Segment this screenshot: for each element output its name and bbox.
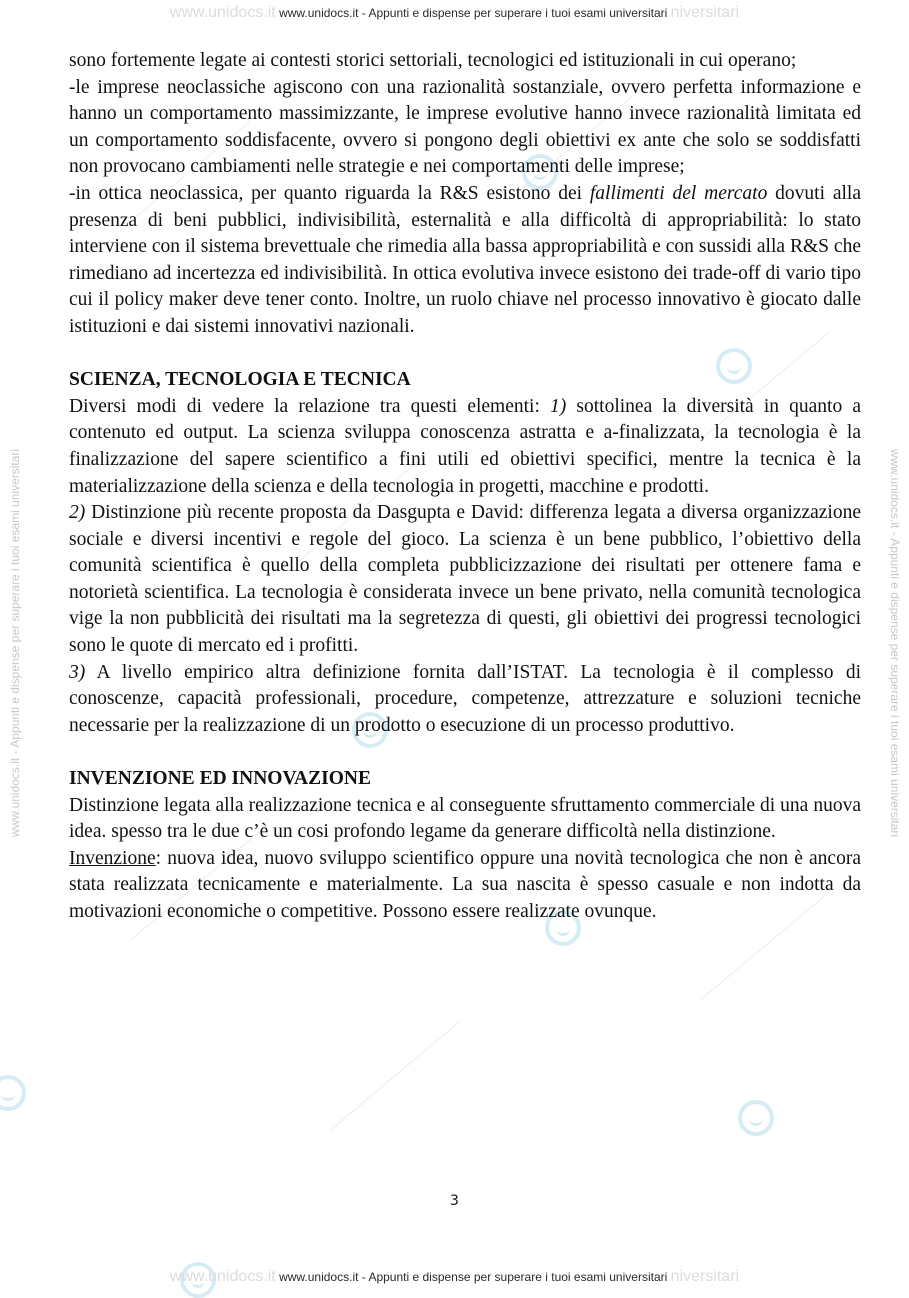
section-heading: SCIENZA, TECNOLOGIA E TECNICA [69, 369, 411, 391]
watermark-header-text: www.unidocs.it - Appunti e dispense per superare i tuoi esami universitari [279, 6, 668, 20]
unidocs-logo-icon [0, 1075, 26, 1111]
unidocs-logo-icon [738, 1100, 774, 1136]
paragraph: sono fortemente legate ai contesti storici settoriali, tecnologici ed istituzionali in cui operano; [69, 50, 797, 71]
text-run: A livello empirico altra definizione fornita dall’ISTAT. La tecnologia è il complesso di conoscenze, capacità professionali, procedure, competenze, attrezzature e soluzioni tecniche necessarie per la realizzazione di un prodotto o esecuzione di un processo produttivo. [69, 661, 861, 736]
paragraph [69, 394, 861, 500]
spacer [69, 739, 861, 766]
list-number: 2) [69, 502, 86, 524]
paragraph: -le imprese neoclassiche agiscono con una razionalità sostanziale, ovvero perfetta informazione e hanno un comportamento massimizzante, le imprese evolutive hanno invece razionalità limitata ed un comportamento soddisfacente, ovvero si pongono degli obiettivi ex ante che solo se soddisfatti non provocano cambiamenti nelle strategie e nei comportamenti delle imprese; [69, 76, 861, 178]
text-run: -in ottica neoclassica, per quanto riguarda la R&S esistono dei [69, 182, 590, 204]
watermark-ghost-text: www.unidocs.it [169, 1268, 276, 1285]
list-number: 3) [69, 661, 86, 683]
text-run: dovuti alla presenza di beni pubblici, indivisibilità, esternalità e alla difficoltà di appropriabilità: lo stato interviene con il sistema brevettuale che rimedia alla bassa appropriabilità e con sussidi alla R&S che rimediano ad incertezza ed indivisibilità. In ottica evolutiva invece esistono dei trade-off di vario tipo cui il policy maker deve tener conto. Inoltre, un ruolo chiave nel processo innovativo è giocato dalle istituzioni e dai sistemi innovativi nazionali. [69, 182, 862, 337]
document-page [69, 48, 861, 926]
watermark-ghost-text: niversitari [670, 1268, 740, 1285]
paragraph [69, 500, 861, 660]
text-run: : nuova idea, nuovo sviluppo scientifico oppure una novità tecnologica che non è ancora stata realizzata tecnicamente e materialmente. La sua nascita è spesso casuale e non indotta da motivazioni economiche o competitive. Possono essere realizzate ovunque. [69, 847, 861, 922]
page-number: 3 [450, 1193, 459, 1209]
text-run: sottolinea la diversità in quanto a contenuto ed output. La scienza sviluppa conoscenza astratta e a-finalizzata, la tecnologia è la finalizzazione del sapere scientifico a fini utili ed obiettivi specifici, mentre la tecnica è la materializzazione della scienza e della tecnologia in progetti, macchine e prodotti. [69, 395, 862, 497]
watermark-ghost-text: niversitari [670, 4, 740, 21]
watermark-side-right: www.unidocs.it - Appunti e dispense per superare i tuoi esami universitari [888, 448, 902, 838]
watermark-header [0, 4, 909, 22]
list-number: 1) [550, 395, 567, 417]
text-run: Diversi modi di vedere la relazione tra questi elementi: [69, 395, 551, 417]
text-run: Distinzione più recente proposta da Dasgupta e David: differenza legata a diversa organizzazione sociale e diversi incentivi e regole del gioco. La scienza è un bene pubblico, l’obiettivo della comunità scientifica è quello della completa pubblicizzazione dei risultati per ottenere fama e notorietà scientifica. La tecnologia è considerata invece un bene privato, nella comunità tecnologica vige la non pubblicità dei risultati ma la segretezza di questi, gli obiettivi dei progressi tecnologici sono le quote di mercato ed i profitti. [69, 502, 861, 657]
underlined-term: Invenzione [69, 847, 156, 869]
watermark-footer-text: www.unidocs.it - Appunti e dispense per superare i tuoi esami universitari [279, 1270, 668, 1284]
paragraph: Distinzione legata alla realizzazione tecnica e al conseguente sfruttamento commerciale di una nuova idea. spesso tra le due c’è un cosi profondo legame da generare difficoltà nella distinzione. [69, 794, 861, 843]
paragraph [69, 846, 861, 926]
paragraph [69, 181, 861, 341]
spacer [69, 341, 861, 368]
watermark-ghost-text: www.unidocs.it [169, 4, 276, 21]
paragraph [69, 660, 861, 740]
watermark-footer [0, 1268, 909, 1286]
section-heading: INVENZIONE ED INNOVAZIONE [69, 768, 371, 790]
italic-term: fallimenti del mercato [589, 182, 768, 204]
watermark-line [330, 1021, 461, 1131]
watermark-side-left: www.unidocs.it - Appunti e dispense per superare i tuoi esami universitari [8, 448, 22, 838]
